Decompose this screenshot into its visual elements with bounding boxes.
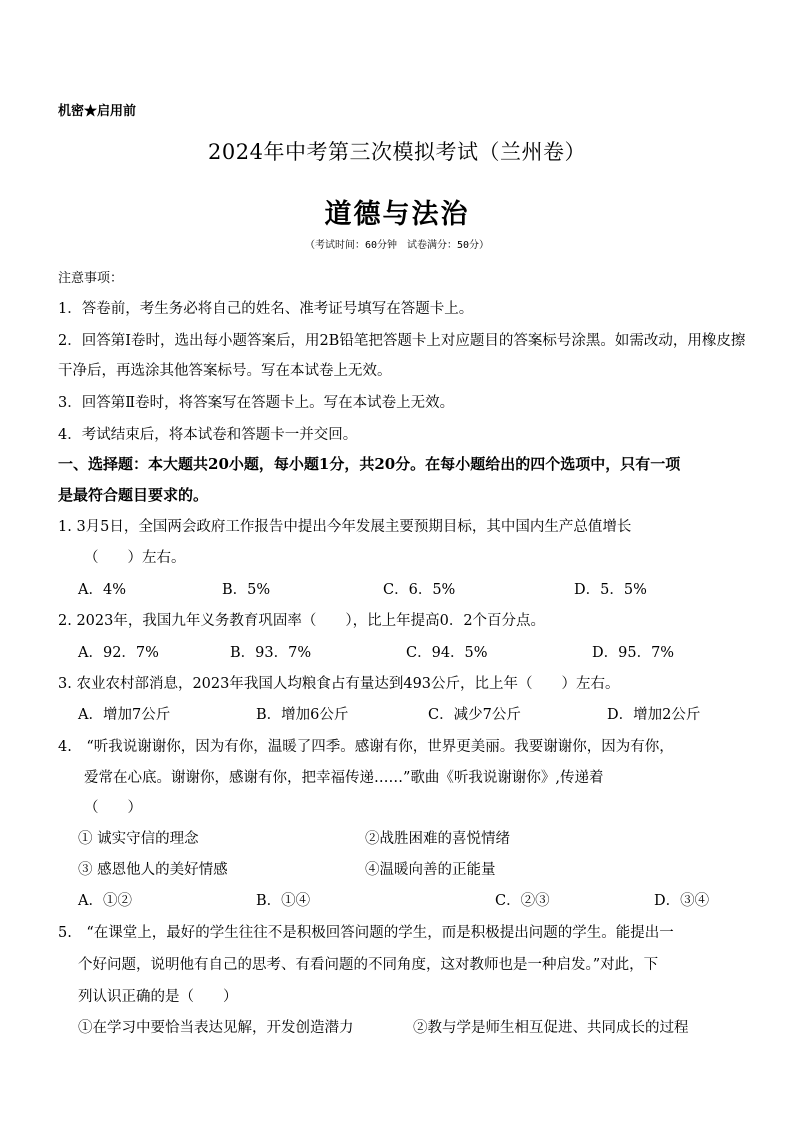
note-item-1: 1．答卷前，考生务必将自己的姓名、准考证号填写在答题卡上。 bbox=[58, 301, 474, 317]
question-4-line-2: 爱常在心底。谢谢你，感谢有你，把幸福传递……”歌曲《听我说谢谢你》,传递着 bbox=[84, 770, 604, 786]
question-5-statement-1: ①在学习中要恰当表达见解，开发创造潜力 bbox=[78, 1020, 354, 1036]
section-1-heading-line-1: 一、选择题：本大题共20小题，每小题1分，共20分。在每小题给出的四个选项中，只有一项 bbox=[58, 455, 681, 473]
question-1-line-1: 1. 3月5日，全国两会政府工作报告中提出今年发展主要预期目标，其中国内生产总值增长 bbox=[58, 519, 632, 535]
question-3-option-d: D．增加2公斤 bbox=[607, 707, 701, 723]
question-3-option-b: B．增加6公斤 bbox=[256, 707, 349, 723]
exam-time-info: （考试时间：60分钟 试卷满分：50分） bbox=[304, 240, 490, 251]
note-item-4: 4．考试结束后，将本试卷和答题卡一并交回。 bbox=[58, 427, 358, 443]
question-4-statement-1: ① 诚实守信的理念 bbox=[78, 831, 199, 847]
question-4-statement-3: ③ 感恩他人的美好情感 bbox=[78, 862, 228, 878]
question-4-statement-4: ④温暖向善的正能量 bbox=[365, 862, 496, 878]
question-1-option-a: A．4% bbox=[78, 582, 126, 598]
question-5-line-1: 5. “在课堂上，最好的学生往往不是积极回答问题的学生，而是积极提出问题的学生。能提出一 bbox=[58, 925, 674, 941]
question-2-option-c: C．94．5% bbox=[406, 645, 488, 661]
question-2-option-d: D．95．7% bbox=[592, 645, 675, 661]
subject-title: 道德与法治 bbox=[324, 199, 470, 230]
question-1-option-c: C．6．5% bbox=[383, 582, 456, 598]
note-item-2-line-1: 2．回答第Ⅰ卷时，选出每小题答案后，用2B铅笔把答题卡上对应题目的答案标号涂黑。如需改动，用橡皮擦 bbox=[58, 333, 746, 349]
question-5-line-2: 个好问题，说明他有自己的思考、有看问题的不同角度，这对教师也是一种启发。”对此，下 bbox=[78, 957, 659, 973]
question-5-statement-2: ②教与学是师生相互促进、共同成长的过程 bbox=[413, 1020, 689, 1036]
secret-label: 机密★启用前 bbox=[58, 104, 137, 119]
question-3-option-a: A．增加7公斤 bbox=[78, 707, 171, 723]
question-1-line-2: （ ）左右。 bbox=[84, 550, 186, 566]
exam-title: 2024年中考第三次模拟考试（兰州卷） bbox=[208, 140, 586, 164]
question-4-statement-2: ②战胜困难的喜悦情绪 bbox=[365, 831, 510, 847]
question-3-option-c: C．减少7公斤 bbox=[428, 707, 521, 723]
question-4-option-c: C．②③ bbox=[495, 893, 550, 909]
notes-heading: 注意事项： bbox=[58, 271, 124, 286]
question-2-line-1: 2. 2023年，我国九年义务教育巩固率（ ），比上年提高0．2个百分点。 bbox=[58, 613, 546, 629]
question-4-option-b: B．①④ bbox=[256, 893, 311, 909]
question-2-option-b: B．93．7% bbox=[230, 645, 312, 661]
question-5-line-3: 列认识正确的是（ ） bbox=[78, 989, 238, 1005]
question-3-line-1: 3. 农业农村部消息，2023年我国人均粮食占有量达到493公斤，比上年（ ）左右。 bbox=[58, 676, 620, 692]
question-4-option-d: D．③④ bbox=[654, 893, 710, 909]
question-4-option-a: A．①② bbox=[78, 893, 132, 909]
note-item-3: 3．回答第Ⅱ卷时，将答案写在答题卡上。写在本试卷上无效。 bbox=[58, 395, 455, 411]
question-4-line-3: （ ） bbox=[84, 800, 142, 816]
question-1-option-d: D．5．5% bbox=[574, 582, 647, 598]
question-4-line-1: 4. “听我说谢谢你，因为有你，温暖了四季。感谢有你，世界更美丽。我要谢谢你，因为有你， bbox=[58, 739, 674, 755]
question-1-option-b: B．5% bbox=[222, 582, 271, 598]
note-item-2-line-2: 干净后，再选涂其他答案标号。写在本试卷上无效。 bbox=[58, 363, 392, 379]
section-1-heading-line-2: 是最符合题目要求的。 bbox=[58, 486, 209, 504]
question-2-option-a: A．92．7% bbox=[78, 645, 159, 661]
